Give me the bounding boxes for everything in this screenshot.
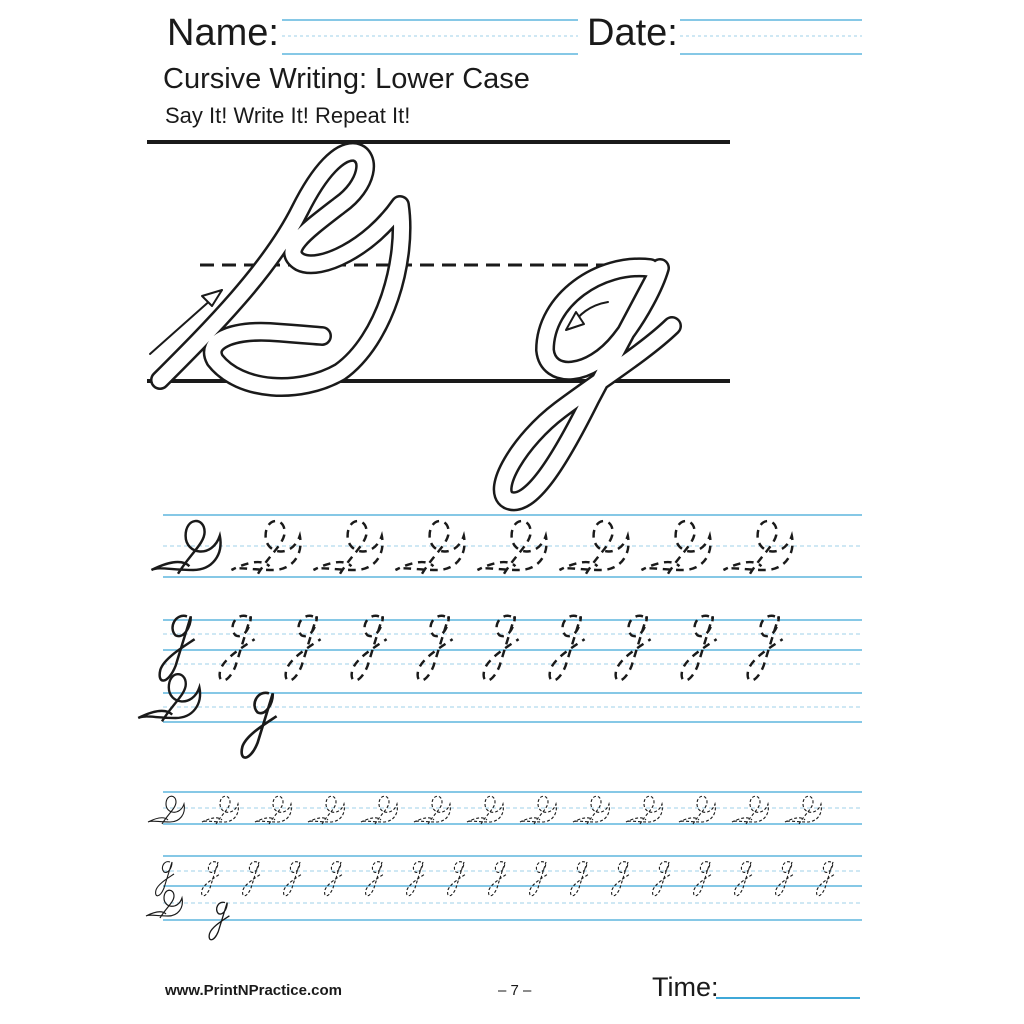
date-writing-lines[interactable] xyxy=(680,20,862,54)
name-label: Name: xyxy=(167,12,279,54)
capital-g-practice-row xyxy=(151,521,792,574)
footer-website: www.PrintNPractice.com xyxy=(165,982,342,999)
practice-lines[interactable] xyxy=(163,515,862,920)
name-writing-lines[interactable] xyxy=(282,20,578,54)
example-gg-pair-large xyxy=(138,674,276,757)
small-capital-g-practice-row xyxy=(148,796,821,824)
lowercase-g-practice-row xyxy=(160,616,783,681)
example-gg-pair-small xyxy=(146,890,229,940)
large-lowercase-g-outline xyxy=(503,267,672,501)
small-lowercase-g-practice-row xyxy=(156,862,835,896)
large-capital-g-outline xyxy=(150,152,402,387)
worksheet-title: Cursive Writing: Lower Case xyxy=(163,63,530,95)
worksheet-subtitle: Say It! Write It! Repeat It! xyxy=(165,103,411,128)
date-label: Date: xyxy=(587,12,678,54)
time-label: Time: xyxy=(652,972,719,1002)
footer-page-number: – 7 – xyxy=(498,982,532,999)
